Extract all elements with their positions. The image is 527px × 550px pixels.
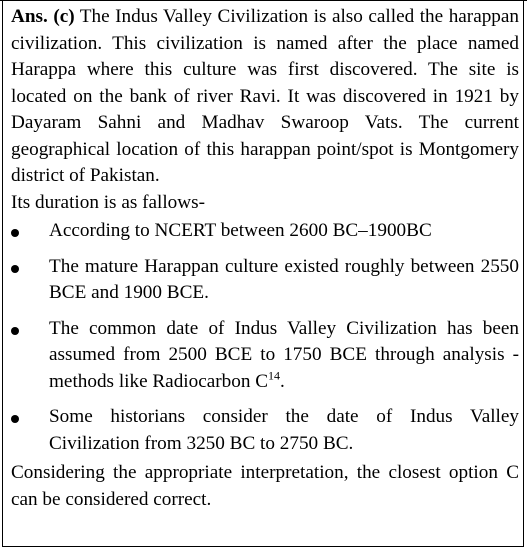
answer-label: Ans. (c)	[11, 6, 75, 27]
duration-bullet-list	[11, 218, 519, 457]
bullet-icon	[11, 229, 19, 237]
answer-body-text: The Indus Valley Civilization is also called the harappan civilization. This civilization is named after the place named Harappa where this culture was first discovered. The site is located on the bank of river Ravi. It was discovered in 1921 by Dayaram Sahni and Madhav Swaroop Vats. The current geographical location of this harappan point/spot is Montgomery district of Pakistan.	[11, 6, 520, 186]
answer-paragraph	[11, 4, 519, 190]
bullet-text: The common date of Indus Valley Civilization has been assumed from 2500 BCE to 1750 BCE through analysis - methods like Radiocarbon C	[49, 317, 519, 392]
list-item	[11, 218, 519, 245]
bullet-text: The mature Harappan culture existed roughly between 2550 BCE and 1900 BCE.	[49, 255, 519, 303]
list-item	[11, 254, 519, 307]
conclusion-text: Considering the appropriate interpretation, the closest option C can be considered correct.	[11, 462, 519, 510]
bullet-text: Some historians consider the date of Indus Valley Civilization from 3250 BC to 2750 BC.	[49, 406, 519, 454]
bullet-text: According to NCERT between 2600 BC–1900BC	[49, 220, 432, 241]
duration-intro: Its duration is as fallows-	[11, 191, 205, 213]
radiocarbon-superscript: 14	[268, 368, 281, 383]
bullet-icon	[11, 265, 19, 273]
answer-box	[2, 0, 524, 547]
list-item	[11, 404, 519, 457]
list-item	[11, 316, 519, 396]
bullet-icon	[11, 415, 19, 423]
radiocarbon-suffix: .	[280, 370, 285, 392]
bullet-icon	[11, 327, 19, 335]
